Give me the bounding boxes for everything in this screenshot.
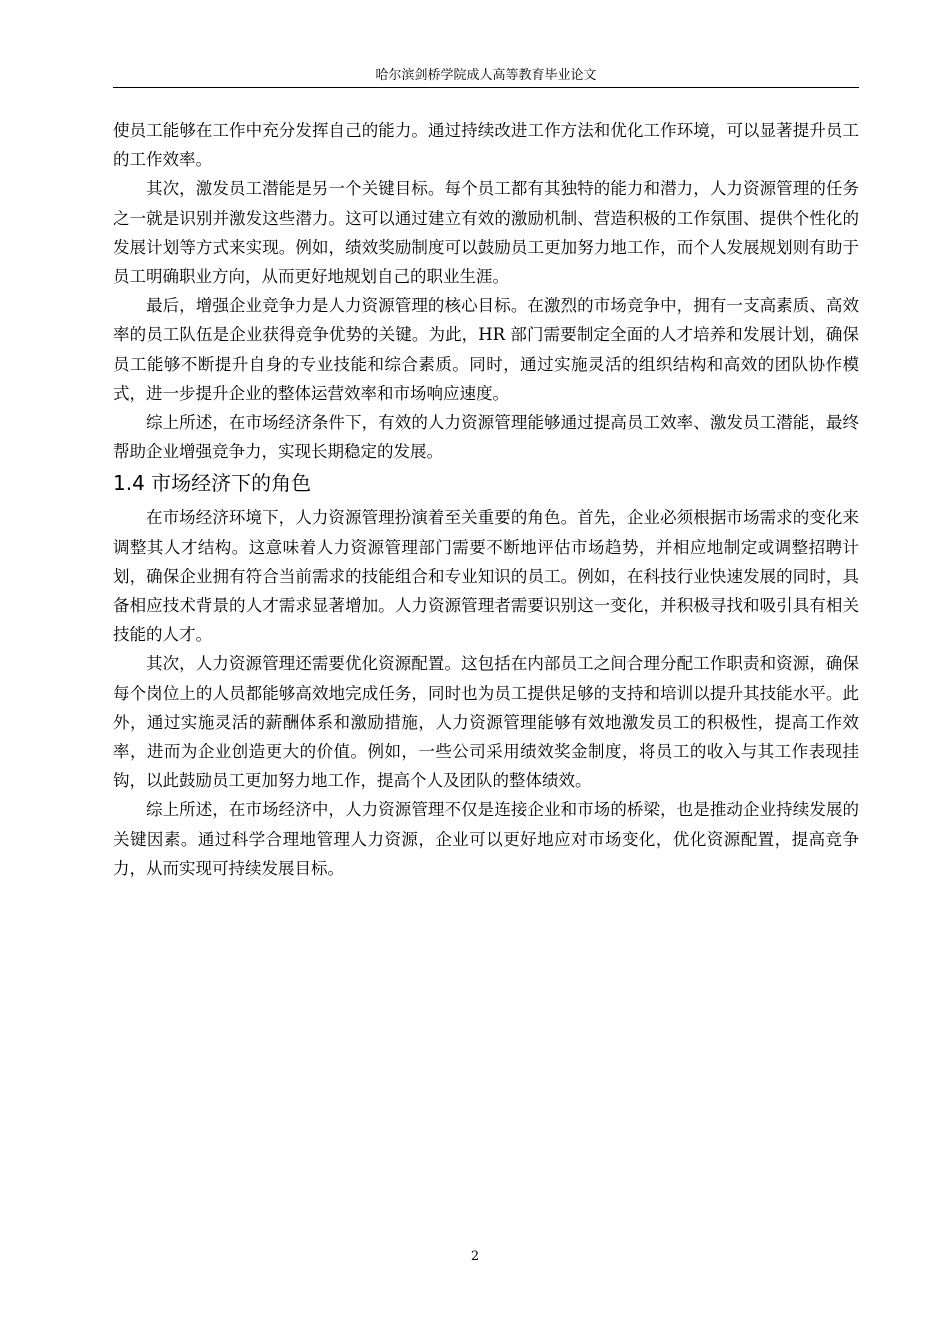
body-paragraph-continued: 使员工能够在工作中充分发挥自己的能力。通过持续改进工作方法和优化工作环境，可以显著提升员工的工作效率。 (113, 121, 859, 170)
running-header: 哈尔滨剑桥学院成人高等教育毕业论文 (113, 64, 859, 88)
page-body (113, 116, 859, 883)
body-paragraph: 最后，增强企业竞争力是人力资源管理的核心目标。在激烈的市场竞争中，拥有一支高素质、高效率的员工队伍是企业获得竞争优势的关键。为此，HR 部门需要制定全面的人才培养和发展计划，确保员工能够不断提升自身的专业技能和综合素质。同时，通过实施灵活的组织结构和高效的团队协作模式，进一步提升企业的整体运营效率和市场响应速度。 (113, 296, 859, 403)
body-paragraph: 其次，激发员工潜能是另一个关键目标。每个员工都有其独特的能力和潜力，人力资源管理的任务之一就是识别并激发这些潜力。这可以通过建立有效的激励机制、营造积极的工作氛围、提供个性化的发展计划等方式来实现。例如，绩效奖励制度可以鼓励员工更加努力地工作，而个人发展规划则有助于员工明确职业方向，从而更好地规划自己的职业生涯。 (113, 179, 859, 287)
page-number: 2 (470, 1249, 480, 1264)
section-paragraph: 在市场经济环境下，人力资源管理扮演着至关重要的角色。首先，企业必须根据市场需求的变化来调整其人才结构。这意味着人力资源管理部门需要不断地评估市场趋势，并相应地制定或调整招聘计划，确保企业拥有符合当前需求的技能组合和专业知识的员工。例如，在科技行业快速发展的同时，具备相应技术背景的人才需求显著增加。人力资源管理者需要识别这一变化，并积极寻找和吸引具有相关技能的人才。 (113, 508, 859, 645)
section-paragraph: 综上所述，在市场经济中，人力资源管理不仅是连接企业和市场的桥梁，也是推动企业持续发展的关键因素。通过科学合理地管理人力资源，企业可以更好地应对市场变化，优化资源配置，提高竞争力，从而实现可持续发展目标。 (113, 800, 859, 878)
section-paragraph: 其次，人力资源管理还需要优化资源配置。这包括在内部员工之间合理分配工作职责和资源，确保每个岗位上的人员都能够高效地完成任务，同时也为员工提供足够的支持和培训以提升其技能水平。此外，通过实施灵活的薪酬体系和激励措施，人力资源管理能够有效地激发员工的积极性，提高工作效率，进而为企业创造更大的价值。例如，一些公司采用绩效奖金制度，将员工的收入与其工作表现挂钩，以此鼓励员工更加努力地工作，提高个人及团队的整体绩效。 (113, 654, 859, 791)
section-heading: 1.4 市场经济下的角色 (113, 471, 312, 496)
body-paragraph: 综上所述，在市场经济条件下，有效的人力资源管理能够通过提高员工效率、激发员工潜能，最终帮助企业增强竞争力，实现长期稳定的发展。 (113, 413, 859, 462)
